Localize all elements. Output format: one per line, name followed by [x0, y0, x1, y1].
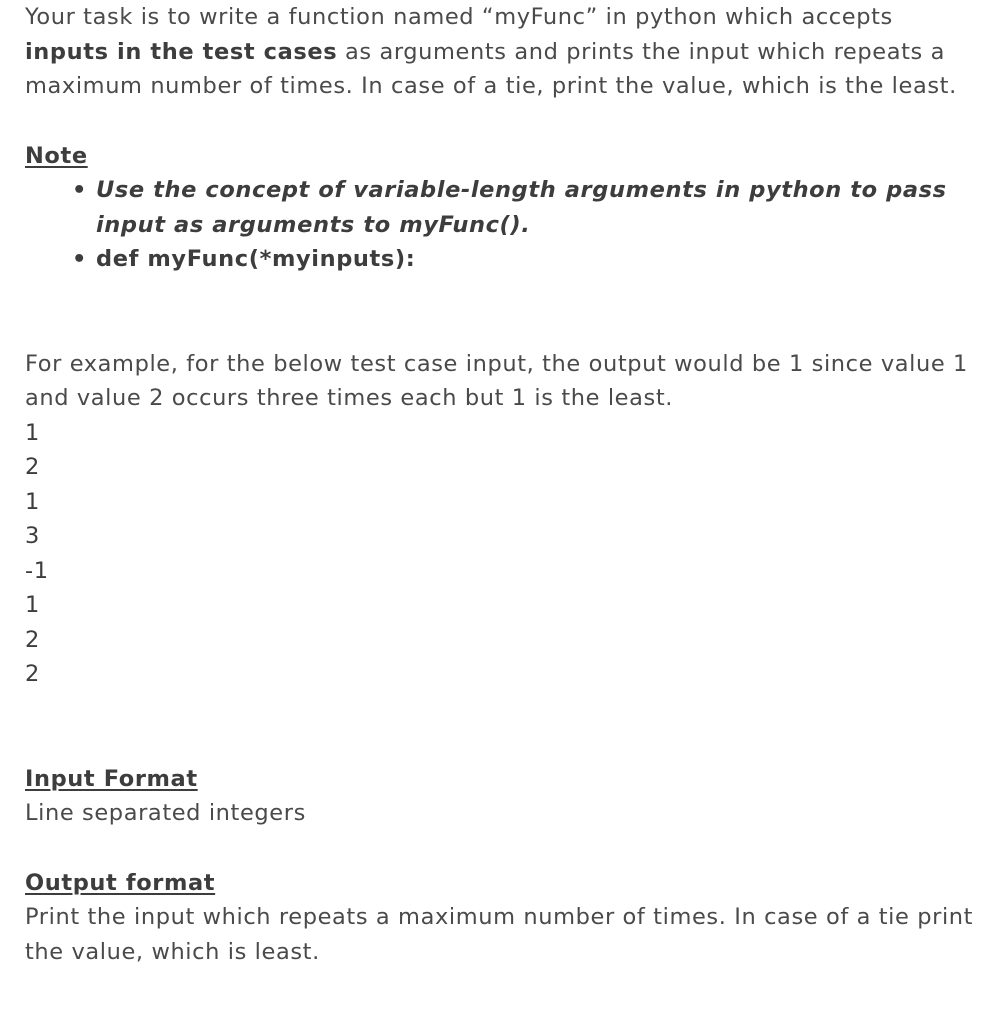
example-input-value: -1: [25, 557, 49, 584]
input-format-text: Line separated integers: [25, 800, 306, 826]
example-input-value: 1: [25, 419, 40, 446]
bullet-icon: •: [72, 177, 87, 203]
example-input-value: 1: [25, 488, 40, 515]
example-input-list: [25, 416, 980, 692]
example-input-value: 2: [25, 661, 40, 687]
intro-paragraph: [25, 0, 980, 104]
input-format-heading: Input Format: [25, 765, 198, 792]
note-item-signature: [72, 242, 980, 277]
example-input-value: 2: [25, 626, 40, 653]
output-format-text: Print the input which repeats a maximum number of times. In case of a tie print the value, which is least.: [25, 904, 974, 965]
bullet-icon: •: [72, 246, 87, 272]
note-list: [25, 173, 980, 277]
note-item-text: Use the concept of variable-length arguments in python to pass input as arguments to myFunc().: [96, 177, 947, 238]
note-item-variable-length: [72, 173, 980, 242]
intro-text-end: as arguments and prints the input which repeats a maximum number of times. In case of a tie, print the value, which is the least.: [25, 38, 957, 99]
example-input-value: 3: [25, 523, 40, 549]
problem-statement: [25, 0, 980, 969]
intro-bold-text: inputs in the test cases: [25, 38, 338, 65]
example-input-value: 2: [25, 454, 40, 480]
example-input-value: 1: [25, 592, 40, 618]
intro-text-start: Your task is to write a function named “myFunc” in python which accepts: [25, 4, 893, 30]
example-paragraph: For example, for the below test case input, the output would be 1 since value 1 and value 2 occurs three times each but 1 is the least.: [25, 350, 968, 411]
output-format-heading: Output format: [25, 869, 216, 896]
note-item-text: def myFunc(*myinputs):: [96, 246, 416, 272]
note-heading: Note: [25, 142, 88, 169]
